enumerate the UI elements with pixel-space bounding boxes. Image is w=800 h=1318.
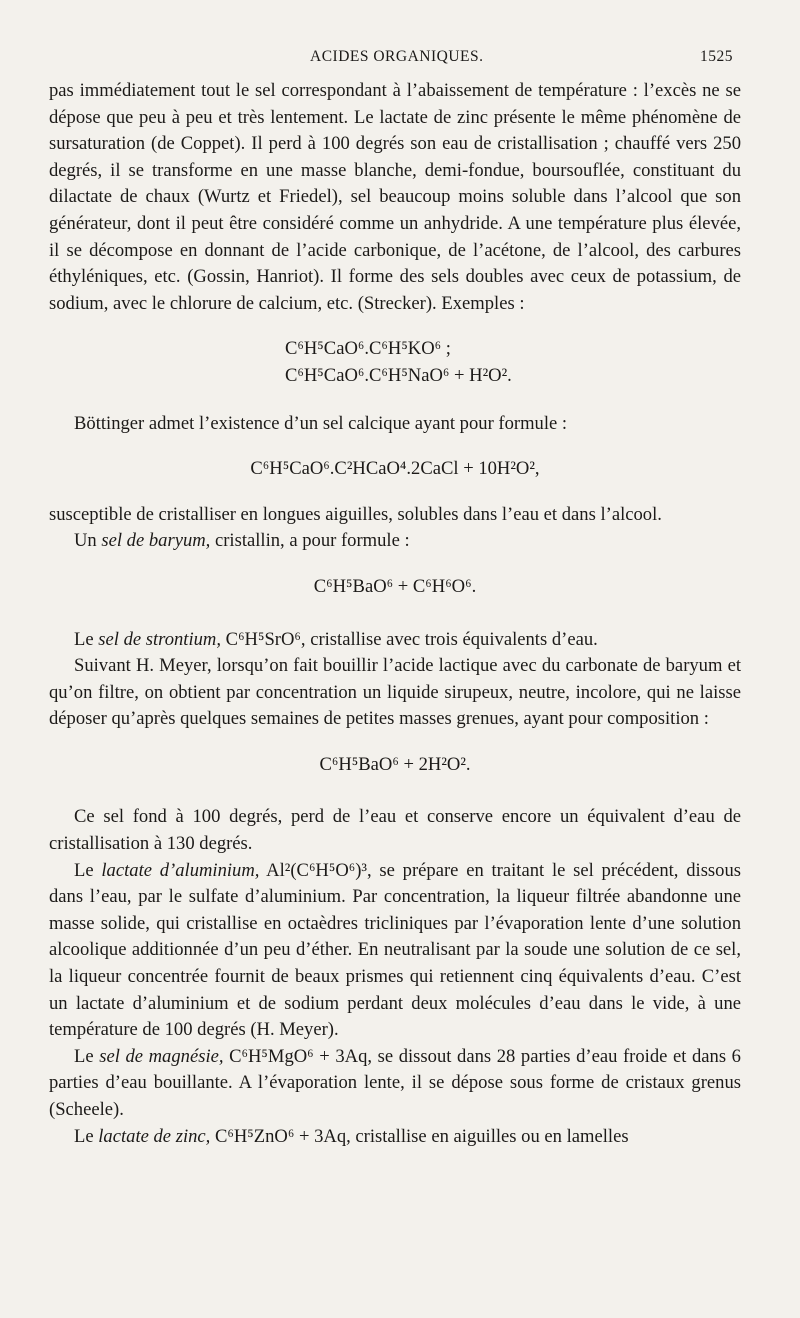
text: C⁶H⁵SrO⁶, cristallise avec trois équivalents d’eau. xyxy=(221,628,598,650)
text: cristallin, a pour formule : xyxy=(210,530,410,552)
text: Un xyxy=(74,530,102,552)
term-barium-salt: sel de baryum, xyxy=(101,530,211,552)
page-header xyxy=(0,48,800,72)
page-number: 1525 xyxy=(700,48,733,65)
term-strontium-salt: sel de strontium, xyxy=(98,628,222,650)
term-aluminium-lactate: lactate d’aluminium, xyxy=(101,859,260,881)
text: Le xyxy=(74,1125,99,1147)
term-magnesia-salt: sel de magnésie, xyxy=(99,1045,224,1067)
text: Le xyxy=(74,628,99,650)
paragraph-zinc xyxy=(49,1124,741,1151)
text: Al²(C⁶H⁵O⁶)³, se prépare en traitant le sel précédent, dissous dans l’eau, par le sulfate d’aluminium. Par concentration, la liqueur filtrée abandonne une masse solide, qui cristallise en octaèdres tricliniques par l’évaporation lente d’une solution alcoolique additionnée d’un peu d’éther. En neutralisant par la soude une solution de ce sel, la liqueur concentrée fournit de beaux prismes qui retiennent cinq équivalents d’eau. C’est un lactate d’aluminium et de sodium perdant deux molécules d’eau dans le vide, à une température de 100 degrés (H. Meyer). xyxy=(49,859,741,1041)
formula-barium-hydrate: C⁶H⁵BaO⁶ + 2H²O². xyxy=(319,753,471,775)
paragraph-barium xyxy=(49,528,741,555)
formula-barium-salt: C⁶H⁵BaO⁶ + C⁶H⁶O⁶. xyxy=(313,575,477,597)
text: Le xyxy=(74,859,102,881)
paragraph-meyer: Suivant H. Meyer, lorsqu’on fait bouillir l’acide lactique avec du carbonate de baryum et qu’on filtre, on obtient par concentration un liquide sirupeux, neutre, incolore, qui ne laisse déposer qu’après quelques semaines de petites masses grenues, ayant pour composition : xyxy=(49,655,741,730)
running-title: ACIDES ORGANIQUES. xyxy=(310,48,484,65)
paragraph-bottinger: Böttinger admet l’existence d’un sel calcique ayant pour formule : xyxy=(74,412,568,434)
formula-calcium-salt: C⁶H⁵CaO⁶.C²HCaO⁴.2CaCl + 10H²O², xyxy=(250,458,540,480)
text: C⁶H⁵MgO⁶ + 3Aq, se dissout dans 28 parties d’eau froide et dans 6 parties d’eau bouillante. A l’évaporation lente, il se dépose sous forme de cristaux grenus (Scheele). xyxy=(49,1045,741,1120)
page-body xyxy=(49,78,741,1150)
text: Le xyxy=(74,1045,100,1067)
term-zinc-lactate: lactate de zinc, xyxy=(98,1125,211,1147)
formula-potassium-salt: C⁶H⁵CaO⁶.C⁶H⁵KO⁶ ; xyxy=(285,338,451,360)
formula-double-salts xyxy=(49,336,741,389)
paragraph-strontium xyxy=(49,627,741,654)
paragraph-needles: susceptible de cristalliser en longues aiguilles, solubles dans l’eau et dans l’alcool. xyxy=(49,503,662,525)
paragraph-melting: Ce sel fond à 100 degrés, perd de l’eau et conserve encore un équivalent d’eau de cristallisation à 130 degrés. xyxy=(49,806,741,855)
text: C⁶H⁵ZnO⁶ + 3Aq, cristallise en aiguilles ou en lamelles xyxy=(210,1125,629,1147)
paragraph-magnesia xyxy=(49,1044,741,1124)
paragraph-aluminium xyxy=(49,858,741,1044)
paragraph-continuation: pas immédiatement tout le sel correspondant à l’abaissement de température : l’excès ne se dépose que peu à peu et très lentement. Le lactate de zinc présente le même phénomène de sursaturation (de Coppet). Il perd à 100 degrés son eau de cristallisation ; chauffé vers 250 degrés, il se transforme en une masse blanche, demi-fondue, boursouflée, constituant du dilactate de chaux (Wurtz et Friedel), sel beaucoup moins soluble dans l’alcool que son générateur, dont il peut être considéré comme un anhydride. A une température plus élevée, il se décompose en donnant de l’acide carbonique, de l’acétone, de l’alcool, des carbures éthyléniques, etc. (Gossin, Hanriot). Il forme des sels doubles avec ceux de potassium, de sodium, avec le chlorure de calcium, etc. (Strecker). Exemples : xyxy=(49,80,741,314)
formula-sodium-salt: C⁶H⁵CaO⁶.C⁶H⁵NaO⁶ + H²O². xyxy=(285,364,512,386)
